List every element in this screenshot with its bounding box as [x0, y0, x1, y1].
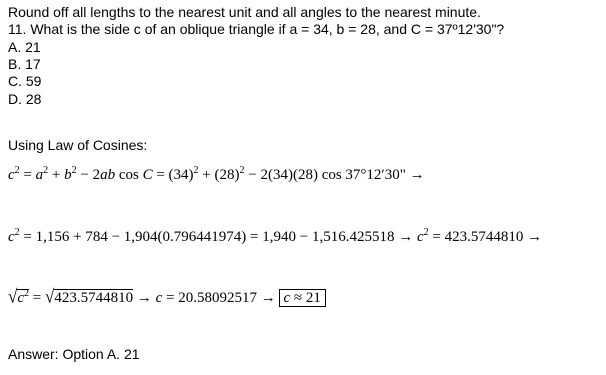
exp: 2 — [423, 227, 429, 238]
eq-sign: = — [19, 167, 36, 183]
exp: 2 — [14, 165, 20, 176]
c-result: = 20.58092517 → — [162, 290, 280, 306]
sub-34: = (34) — [152, 167, 194, 183]
choice-b: B. 17 — [8, 56, 41, 72]
sqrt-value — [45, 288, 133, 307]
var-c: c — [416, 229, 424, 245]
answer-line: Answer: Option A. 21 — [8, 346, 140, 362]
radical-icon: √ — [44, 286, 55, 307]
sub-28: + (28) — [198, 167, 240, 183]
problem-stem: 11. What is the side c of an oblique triangle if a = 34, b = 28, and C = 37º12'30"? — [8, 21, 505, 37]
choice-a: A. 21 — [8, 39, 41, 55]
exp: 2 — [71, 165, 77, 176]
equation-step-1 — [8, 166, 425, 184]
arrow: → — [133, 290, 156, 306]
final-answer-box — [279, 289, 325, 307]
var-cap-c: C — [142, 167, 153, 183]
equation-step-3 — [8, 288, 326, 307]
eq-sign: = — [29, 290, 45, 306]
var-c: c — [283, 290, 291, 306]
var-ab: ab — [100, 167, 116, 183]
minus-term: − 2 — [76, 167, 101, 183]
exp: 2 — [239, 165, 245, 176]
boxed-value: ≈ 21 — [290, 290, 321, 306]
equation-step-2 — [8, 228, 542, 246]
var-c: c — [155, 290, 163, 306]
var-c: c — [8, 167, 15, 183]
step1-tail: − 2(34)(28) cos 37°12′30" → — [244, 167, 425, 183]
var-a: a — [35, 167, 44, 183]
sqrt-c-squared — [8, 288, 29, 307]
radical-icon: √ — [8, 286, 18, 307]
radicand — [17, 289, 29, 306]
choice-c: C. 59 — [8, 73, 42, 89]
step2-tail: = 423.5744810 → — [428, 229, 543, 245]
solution-method: Using Law of Cosines: — [8, 137, 148, 153]
exp: 2 — [43, 165, 49, 176]
radicand-value: 423.5744810 — [54, 290, 134, 306]
var-b: b — [64, 167, 72, 183]
choice-d: D. 28 — [8, 91, 42, 107]
exp: 2 — [193, 165, 199, 176]
var-c: c — [8, 229, 15, 245]
step2-expression: = 1,156 + 784 − 1,904(0.796441974) = 1,940 − 1,516.425518 → — [19, 229, 417, 245]
problem-instruction: Round off all lengths to the nearest unit and all angles to the nearest minute. — [8, 4, 481, 20]
plus-sign: + — [48, 167, 65, 183]
exp: 2 — [14, 227, 20, 238]
var-c: c — [17, 290, 25, 306]
exp: 2 — [24, 288, 30, 299]
cos-text: cos — [115, 167, 143, 183]
